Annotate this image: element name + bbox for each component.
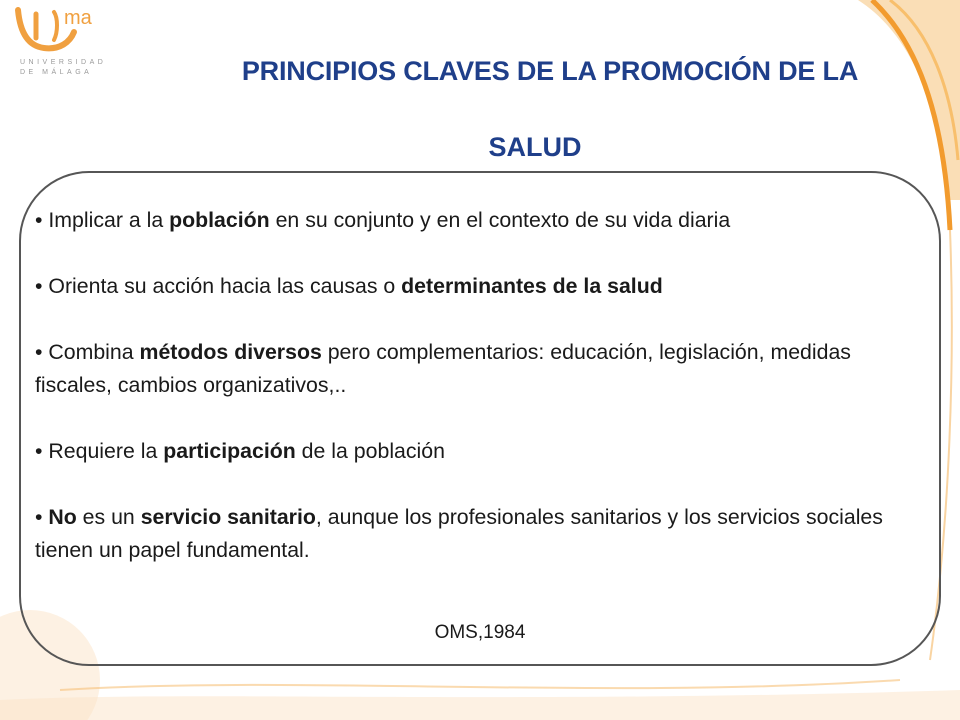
logo-wordmark: ma xyxy=(64,7,92,29)
bullet-text: es un xyxy=(76,505,141,529)
bullet-emphasis: determinantes de la salud xyxy=(401,274,663,298)
logo-subtitle-line1: UNIVERSIDAD xyxy=(20,59,107,66)
bullet-text: • xyxy=(35,505,49,529)
bullet-text: , aunque los profesionales sanitarios y los servicios sociales tienen un papel fundamental. xyxy=(35,505,883,562)
bullet-list xyxy=(35,204,915,567)
uma-logo-icon xyxy=(14,2,124,62)
source-citation: OMS,1984 xyxy=(434,622,526,643)
bullet-item xyxy=(35,270,915,303)
bullet-text: • Implicar a la xyxy=(35,208,170,232)
bullet-text: en su conjunto y en el contexto de su vida diaria xyxy=(269,208,731,232)
bullet-item xyxy=(35,336,915,402)
bullet-emphasis: servicio sanitario xyxy=(140,505,316,529)
bullet-emphasis: población xyxy=(169,208,270,232)
slide-title-line2: SALUD xyxy=(488,132,582,162)
bullet-emphasis: participación xyxy=(163,439,296,463)
slide-title-line1: PRINCIPIOS CLAVES DE LA PROMOCIÓN DE LA xyxy=(241,56,859,86)
bullet-text: • Orienta su acción hacia las causas o xyxy=(35,274,402,298)
bullet-item xyxy=(35,501,915,567)
universidad-malaga-logo xyxy=(14,2,124,98)
bullet-text: • Requiere la xyxy=(35,439,164,463)
logo-subtitle-line2: DE MÁLAGA xyxy=(20,69,93,76)
bullet-text: pero complementarios: educación, legislación, medidas fiscales, cambios organizativos,.. xyxy=(35,340,851,397)
bullet-emphasis: No xyxy=(48,505,77,529)
bullet-item xyxy=(35,435,915,468)
bullet-item xyxy=(35,204,915,237)
bullet-text: de la población xyxy=(295,439,445,463)
bullet-text: • Combina xyxy=(35,340,140,364)
bullet-emphasis: métodos diversos xyxy=(139,340,322,364)
